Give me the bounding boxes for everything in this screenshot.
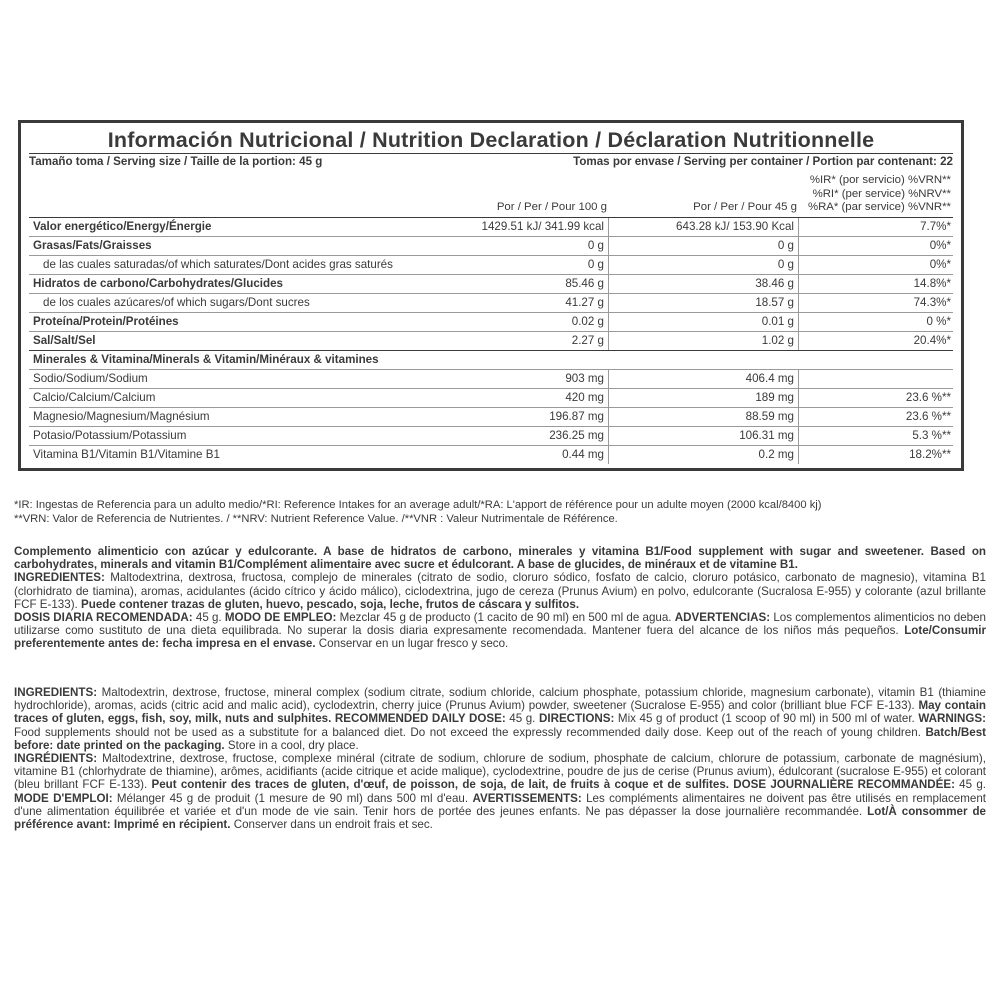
row-per100: 0 g [389,237,609,255]
en-warnings: Food supplements should not be used as a substitute for a balanced diet. Do not exceed the expressly recommended daily dose. Keep out of the reach of young children. [14,725,926,739]
table-header [29,174,953,218]
row-ri: 23.6 %** [905,390,951,404]
es-storage: Conservar en un lugar fresco y seco. [315,637,509,651]
row-name: Magnesio/Magnesium/Magnésium [33,409,210,423]
row-per45: 106.31 mg [609,427,799,445]
row-ri: 20.4%* [913,333,951,347]
row-ri: 23.6 %** [905,409,951,423]
row-per45: 88.59 mg [609,408,799,426]
header-ir-en: %RI* (per service) %NRV** [812,187,951,200]
row-potassium [29,427,953,446]
en-ingredients-label: INGREDIENTS: [14,686,98,699]
row-name: Calcio/Calcium/Calcium [33,390,156,404]
row-name: de los cuales azúcares/of which sugars/Dont sucres [43,295,310,309]
header-per45: Por / Per / Pour 45 g [693,201,797,213]
row-per45: 406.4 mg [609,370,799,388]
en-warnings-label: WARNINGS: [918,712,986,726]
fr-ingredients: Maltodextrine, dextrose, fructose, complexe minéral (citrate de sodium, chlorure de sodium, phosphate de calcium, chlorure de potassium, carbonate de magnésium), vitamine B1 (chlorhydrate de thiamine), arômes, acidifiants (acide citrique et acide malique), cyclodextrine, poudre de jus de cerise (Prunus avium), édulcorant (sucralose E-955) et colorant (bleu brillant FCF E-133). [14,752,986,792]
footnotes [14,498,986,526]
minerals-section-header [29,351,953,370]
footnote-nrv: **VRN: Valor de Referencia de Nutrientes. / **NRV: Nutrient Reference Value. /**VNR : Valeur Nutrimentale de Référence. [14,513,618,525]
row-protein [29,313,953,332]
row-energy [29,218,953,237]
en-allergens-dose-label: May contain traces of gluten, eggs, fish, soy, milk, nuts and sulphites. RECOMMENDED DAILY DOSE: [14,699,986,726]
row-name: Proteína/Protein/Protéines [33,314,179,328]
es-ingredients-label: INGREDIENTES: [14,571,105,585]
row-carbohydrates [29,275,953,294]
es-batch: Lote/Consumir preferentemente antes de: fecha impresa en el envase. [14,624,986,651]
es-allergens: Puede contener trazas de gluten, huevo, pescado, soja, leche, frutos de cáscara y sulfitos. [81,597,580,611]
row-empty [799,351,953,369]
fr-batch: Lot/À consommer de préférence avant: Imprimé en récipient. [14,804,986,832]
row-per100: 236.25 mg [389,427,609,445]
header-ir-fr: %RA* (par service) %VNR** [807,201,951,213]
row-ri: 18.2%** [909,447,951,461]
row-sugars [29,294,953,313]
row-per100: 85.46 g [389,275,609,293]
row-per100: 1429.51 kJ/ 341.99 kcal [389,218,609,236]
row-name: de las cuales saturadas/of which saturates/Dont acides gras saturés [43,257,393,271]
es-warnings-label: ADVERTENCIAS: [674,611,771,625]
row-name: Potasio/Potassium/Potassium [33,428,187,442]
header-ir-es: %IR* (por servicio) %VRN** [809,174,951,186]
row-ri: 7.7%* [920,219,951,233]
fr-directions-label: MODE D'EMPLOI: [14,791,113,805]
panel-title: Información Nutricional / Nutrition Declaration / Déclaration Nutritionnelle [29,123,953,154]
fr-storage: Conserver dans un endroit frais et sec. [230,818,433,832]
row-name: Sodio/Sodium/Sodium [33,371,148,385]
row-per100: 903 mg [389,370,609,388]
es-directions: Mezclar 45 g de producto (1 cacito de 90 ml) en 500 ml de agua. [336,611,675,625]
row-per100: 0.44 mg [389,446,609,464]
row-name: Sal/Salt/Sel [33,333,96,347]
row-calcium [29,389,953,408]
header-per100: Por / Per / Pour 100 g [496,201,607,213]
row-per100: 0.02 g [389,313,609,331]
fr-dose: 45 g. [954,778,986,792]
row-per45: 0.2 mg [609,446,799,464]
nutrition-panel [18,120,964,471]
footnote-ri: *IR: Ingestas de Referencia para un adulto medio/*RI: Reference Intakes for an average adult/*RA: L'apport de référence pour un adulte moyen (2000 kcal/8400 kj) [14,499,822,511]
row-per45: 18.57 g [609,294,799,312]
row-ri: 74.3%* [913,295,951,309]
row-ri: 0%* [929,238,951,252]
english-description [14,686,986,831]
spanish-description [14,545,986,651]
product-description: Complemento alimenticio con azúcar y edulcorante. A base de hidratos de carbono, minerales y vitamina B1/Food supplement with sugar and sweetener. Based on carbohydrates, minerals and vitamin B1/Complément alimentaire avec sucre et édulcorant. A base de glucides, de minéraux et de vitamine B1. [14,545,986,572]
row-per45: 643.28 kJ/ 153.90 Kcal [609,218,799,236]
row-fat [29,237,953,256]
row-empty [389,351,609,369]
row-vitamin-b1 [29,446,953,464]
row-per100: 420 mg [389,389,609,407]
serving-size: Tamaño toma / Serving size / Taille de la portion: 45 g [29,155,323,168]
row-per45: 0.01 g [609,313,799,331]
fr-warnings: Les compléments alimentaires ne doivent pas être utilisés en remplacement d'une alimentation équilibrée et variée et d'un mode de vie sain. Tenir hors de portée des jeunes enfants. Ne pas dépasser la dose journalière recommandée. [14,791,987,818]
row-per45: 0 g [609,256,799,274]
row-name: Valor energético/Energy/Énergie [33,219,212,233]
row-empty [609,351,799,369]
row-per45: 189 mg [609,389,799,407]
row-ri [799,370,953,388]
row-per45: 0 g [609,237,799,255]
fr-allergens-dose-label: Peut contenir des traces de gluten, d'œuf, de poisson, de soja, de lait, de fruits à coque et de sulfites. DOSE JOURNALIÈRE RECOMMANDÉE: [151,778,955,792]
row-ri: 0 %* [926,314,951,328]
row-magnesium [29,408,953,427]
row-ri: 5.3 %** [912,428,951,442]
serving-info [29,154,953,170]
en-storage: Store in a cool, dry place. [224,738,359,752]
row-per100: 196.87 mg [389,408,609,426]
row-saturates [29,256,953,275]
row-name: Hidratos de carbono/Carbohydrates/Glucides [33,276,283,290]
row-per45: 38.46 g [609,275,799,293]
header-blank [29,174,389,215]
fr-directions: Mélanger 45 g de produit (1 mesure de 90 ml) dans 500 ml d'eau. [112,791,473,805]
es-directions-label: MODO DE EMPLEO: [224,611,337,625]
es-dose-label: DOSIS DIARIA RECOMENDADA: [14,611,193,625]
row-per100: 41.27 g [389,294,609,312]
en-batch: Batch/Best before: date printed on the packaging. [14,725,986,752]
row-name: Grasas/Fats/Graisses [33,238,152,252]
fr-ingredients-label: INGRÉDIENTS: [14,752,98,766]
row-ri: 0%* [929,257,951,271]
row-sodium [29,370,953,389]
en-ingredients: Maltodextrin, dextrose, fructose, mineral complex (sodium citrate, sodium chloride, calcium phosphate, potassium chloride, magnesium carbonate), vitamin B1 (thiamine hydrochloride), aromas, acids (citric acid and malic acid), cyclodextrin, cherry juice (Prunus Avium) powder, sweetener (Sucralose E-955) and color (brilliant blue FCF E-133). [14,686,986,713]
en-directions: Mix 45 g of product (1 scoop of 90 ml) in 500 ml of water. [614,712,919,726]
row-per100: 2.27 g [389,332,609,350]
en-dose: 45 g. [505,712,539,726]
row-per100: 0 g [389,256,609,274]
fr-warnings-label: AVERTISSEMENTS: [472,791,582,805]
es-warnings: Los complementos alimenticios no deben utilizarse como sustituto de una dieta equilibrada. No superar la dosis diaria expresamente recomendada. Mantener fuera del alcance de los niños más pequeños. [14,611,987,638]
row-per45: 1.02 g [609,332,799,350]
header-reference-intake [799,174,953,215]
minerals-title: Minerales & Vitamina/Minerals & Vitamin/Minéraux & vitamines [33,352,379,366]
es-dose: 45 g. [192,611,225,625]
row-name: Vitamina B1/Vitamin B1/Vitamine B1 [33,447,220,461]
servings-per-container: Tomas por envase / Serving per container / Portion par contenant: 22 [573,155,953,168]
es-ingredients: Maltodextrina, dextrosa, fructosa, complejo de minerales (citrato de sodio, cloruro sódico, fosfato de calcio, cloruro potásico, carbonato de magnesio), vitamina B1 (clorhidrato de tiamina), aromas, acidulantes (ácido cítrico y ácido málico), ciclodextrina, jugo de cereza (Prunus Avium) en polvo, edulcorante (Sucralosa E-955) y colorante (azul brillante FCF E-133). [14,571,986,611]
row-ri: 14.8%* [913,276,951,290]
en-directions-label: DIRECTIONS: [538,712,615,726]
row-salt [29,332,953,351]
